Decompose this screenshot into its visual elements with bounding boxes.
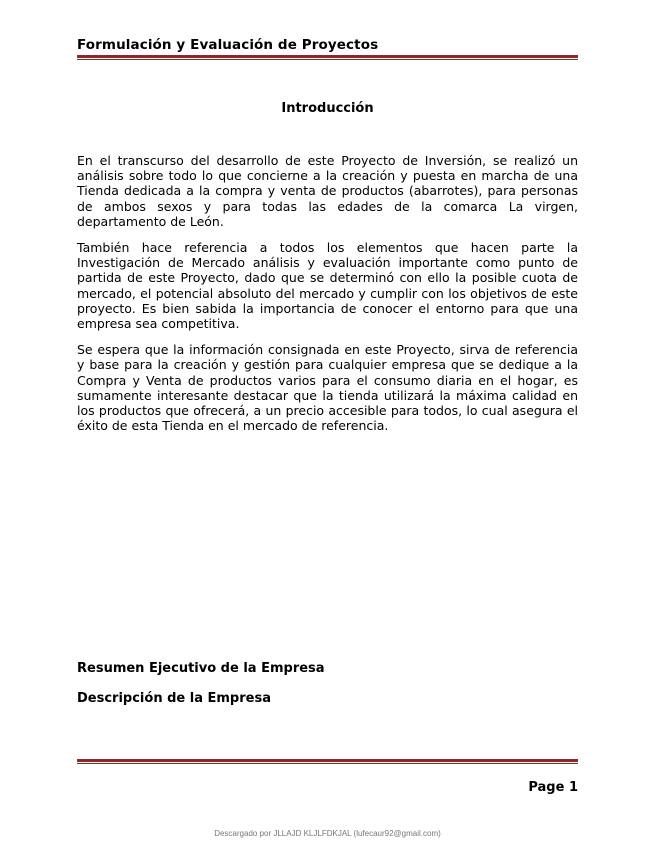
introduction-body [77, 153, 578, 444]
paragraph-1: En el transcurso del desarrollo de este Proyecto de Inversión, se realizó un análisis sobre todo lo que concierne a la creación y puesta en marcha de una Tienda dedicada a la compra y venta de productos (abarrotes), para personas de ambos sexos y para todas las edades de la comarca La virgen, departamento de León. [77, 153, 578, 229]
heading-descripcion-empresa: Descripción de la Empresa [77, 691, 271, 706]
paragraph-2: También hace referencia a todos los elementos que hacen parte la Investigación de Mercado análisis y evaluación importante como punto de partida de este Proyecto, dado que se determinó con ello la posible cuota de mercado, el potencial absoluto del mercado y cumplir con los objetivos de este proyecto. Es bien sabida la importancia de conocer el entorno para que una empresa sea competitiva. [77, 240, 578, 332]
heading-resumen-ejecutivo: Resumen Ejecutivo de la Empresa [77, 661, 325, 676]
header-divider-thick-line [77, 55, 578, 58]
page-number: Page 1 [528, 780, 578, 795]
running-header-title: Formulación y Evaluación de Proyectos [77, 37, 379, 53]
download-attribution: Descargado por JLLAJD KLJLFDKJAL (lufecaur92@gmail.com) [214, 829, 441, 838]
header-divider [77, 55, 578, 60]
header-divider-thin-line [77, 59, 578, 60]
footer-divider [77, 759, 578, 764]
footer-divider-thick-line [77, 759, 578, 762]
paragraph-3: Se espera que la información consignada en este Proyecto, sirva de referencia y base para la creación y gestión para cualquier empresa que se dedique a la Compra y Venta de productos varios para el consumo diaria en el hogar, es sumamente interesante destacar que la tienda utilizará la máxima calidad en los productos que ofrecerá, a un precio accesible para todos, lo cual asegura el éxito de esta Tienda en el mercado de referencia. [77, 342, 578, 434]
introduction-heading: Introducción [281, 101, 374, 116]
footer-divider-thin-line [77, 763, 578, 764]
